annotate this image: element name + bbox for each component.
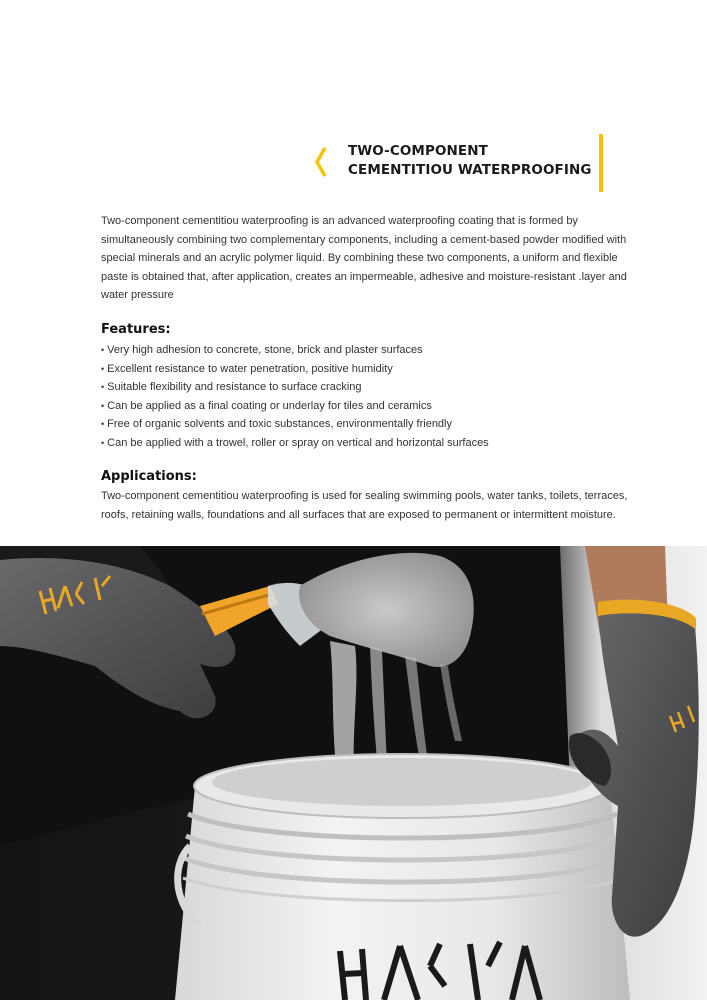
title-line-1: TWO-COMPONENT: [348, 143, 488, 159]
list-item: • Can be applied as a final coating or underlay for tiles and ceramics: [101, 397, 631, 416]
chevron-left-icon: [310, 142, 330, 182]
title-line-2: CEMENTITIOU WATERPROOFING: [348, 162, 592, 178]
applications-heading: Applications:: [101, 469, 197, 484]
list-item: • Can be applied with a trowel, roller or spray on vertical and horizontal surfaces: [101, 434, 631, 453]
list-item: • Free of organic solvents and toxic substances, environmentally friendly: [101, 415, 631, 434]
list-item: • Very high adhesion to concrete, stone, brick and plaster surfaces: [101, 341, 631, 360]
applications-paragraph: Two-component cementitiou waterproofing is used for sealing swimming pools, water tanks, toilets, terraces, roofs, retaining walls, foundations and all surfaces that are exposed to permanent or intermittent moisture.: [101, 490, 628, 521]
features-list: [101, 341, 631, 452]
title-block: [310, 142, 610, 194]
product-photo: [0, 546, 707, 1000]
list-item: • Excellent resistance to water penetration, positive humidity: [101, 360, 631, 379]
title-accent-bar: [599, 134, 603, 192]
product-photo-illustration: [0, 546, 707, 1000]
intro-paragraph: Two-component cementitiou waterproofing is an advanced waterproofing coating that is formed by simultaneously combining two complementary components, including a cement-based powder modified with special minerals and an acrylic polymer liquid. By combining these two components, a uniform and flexible paste is obtained that, after application, creates an impermeable, adhesive and moisture-resistant .layer and water pressure: [101, 215, 627, 302]
features-heading: Features:: [101, 322, 171, 337]
bucket: [175, 754, 630, 1000]
list-item: • Suitable flexibility and resistance to surface cracking: [101, 378, 631, 397]
page-title: [348, 142, 592, 180]
